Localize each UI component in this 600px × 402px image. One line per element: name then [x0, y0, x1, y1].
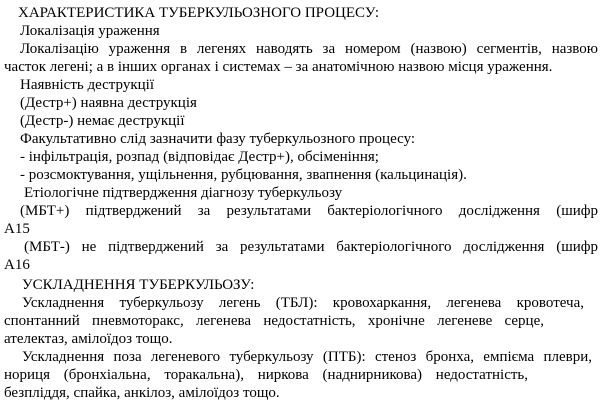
complications-title: УСКЛАДНЕННЯ ТУБЕРКУЛЬОЗУ:	[22, 277, 255, 293]
pulmonary-complications-line-1: Ускладнення туберкульозу легень (ТБЛ): кровохаркання, легенева кровотеча,	[22, 295, 584, 311]
localization-line-1: Локалізацію ураження в легенях наводять за номером (назвою) сегментів, назвою	[20, 41, 598, 57]
pulmonary-complications-line-2: спонтанний пневмоторакс, легенева недостатність, хронічне легеневе серце,	[4, 313, 544, 329]
mbt-plus-line-2: А15	[4, 221, 30, 237]
mbt-minus-line-1: (МБТ-) не підтверджений за результатами бактеріологічного дослідження (шифр	[24, 239, 598, 255]
destruction-heading: Наявність деструкції	[20, 77, 154, 93]
section-title: ХАРАКТЕРИСТИКА ТУБЕРКУЛЬОЗНОГО ПРОЦЕСУ:	[18, 5, 380, 21]
etiology-heading: Етіологічне підтвердження діагнозу туберкульозу	[24, 185, 343, 201]
extrapulmonary-complications-line-2: нориця (бронхіальна, торакальна), ниркова (наднирникова) недостатність,	[4, 367, 528, 383]
destruction-minus: (Дестр-) немає деструкції	[20, 113, 185, 129]
destruction-plus: (Дестр+) наявна деструкція	[20, 95, 197, 111]
extrapulmonary-complications-line-1: Ускладнення поза легеневого туберкульозу (ПТБ): стеноз бронха, емпієма плеври,	[22, 349, 592, 365]
extrapulmonary-complications-line-3: безпліддя, спайка, анкілоз, амілоїдоз тощо.	[4, 385, 280, 401]
phase-intro: Факультативно слід зазначити фазу туберкульозного процесу:	[20, 131, 416, 147]
pulmonary-complications-line-3: ателектаз, амілоїдоз тощо.	[4, 331, 173, 347]
phase-item-2: - розсмоктування, ущільнення, рубцювання, звапнення (кальцинація).	[20, 167, 467, 183]
mbt-minus-line-2: А16	[4, 257, 30, 273]
mbt-plus-line-1: (МБТ+) підтверджений за результатами бактеріологічного дослідження (шифр	[20, 203, 598, 219]
localization-heading: Локалізація ураження	[20, 23, 160, 39]
phase-item-1: - інфільтрація, розпад (відповідає Дестр+), обсіменіння;	[20, 149, 379, 165]
localization-line-2: часток легені; а в інших органах і системах – за анатомічною назвою місця ураження.	[4, 59, 553, 75]
